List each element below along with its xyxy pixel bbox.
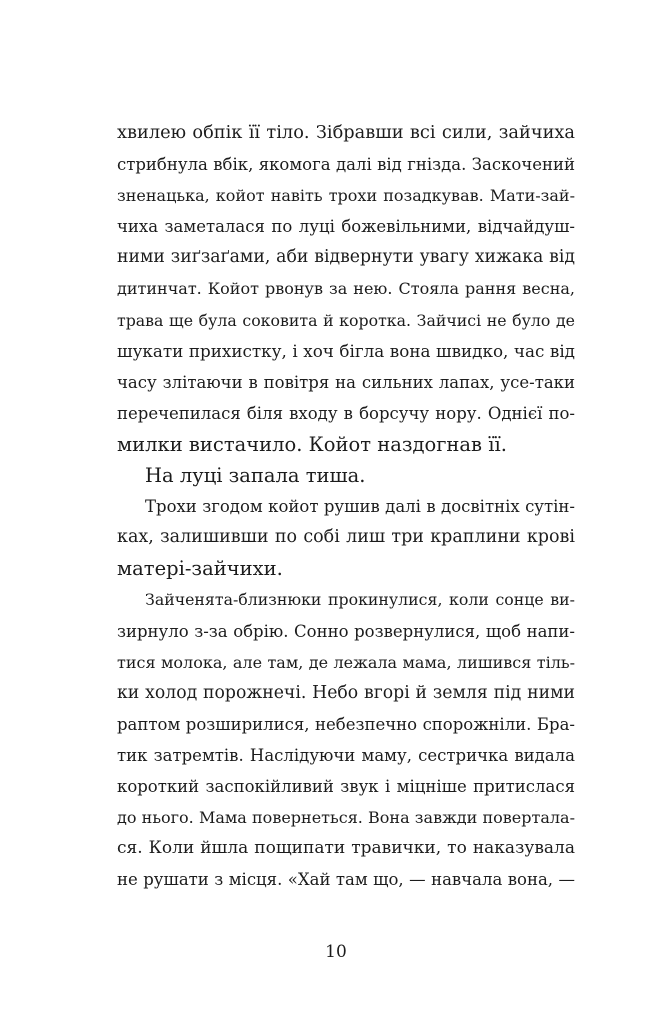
text-line: На луці запала тиша. bbox=[145, 464, 366, 488]
text-line: зирнуло з-за обрію. Сонно розвернулися, щоб напи- bbox=[117, 621, 575, 641]
text-line: ними зиґзаґами, аби відвернути увагу хижака від bbox=[117, 247, 575, 268]
text-line: тик затремтів. Наслідуючи маму, сестричка видала bbox=[117, 745, 575, 765]
text-line: стрибнула вбік, якомога далі від гнізда. Заскочений bbox=[117, 155, 575, 175]
text-line: зненацька, койот навіть трохи позадкував. Мати-зай- bbox=[117, 186, 575, 206]
text-line: ся. Коли йшла пощипати травички, то наказувала bbox=[117, 838, 575, 859]
page-number: 10 bbox=[325, 942, 347, 962]
text-line: Зайченята-близнюки прокинулися, коли сонце ви- bbox=[145, 590, 575, 610]
text-line: перечепилася біля входу в борсучу нору. Однієї по- bbox=[117, 403, 575, 423]
text-line: трава ще була соковита й коротка. Зайчисі не було де bbox=[117, 310, 575, 330]
text-line: шукати прихистку, і хоч бігла вона швидко, час від bbox=[117, 340, 575, 361]
text-line: до нього. Мама повернеться. Вона завжди поверталa- bbox=[117, 808, 575, 828]
text-line: матері-зайчихи. bbox=[117, 557, 283, 581]
text-line: короткий заспокійливий звук і міцніше притислася bbox=[117, 776, 575, 796]
text-line: ки холод порожнечі. Небо вгорі й земля під ними bbox=[117, 682, 575, 703]
body-text bbox=[117, 118, 575, 895]
text-line: хвилею обпік її тіло. Зібравши всі сили, зайчиха bbox=[117, 123, 575, 143]
text-line: дитинчат. Койот рвонув за нею. Стояла рання весна, bbox=[117, 279, 575, 299]
text-line: Трохи згодом койот рушив далі в досвітніх сутін- bbox=[145, 497, 575, 517]
text-line: тися молока, але там, де лежала мама, лишився тіль- bbox=[117, 652, 575, 672]
text-line: часу злітаючи в повітря на сильних лапах, усе-таки bbox=[117, 372, 575, 392]
text-line: раптом розширилися, небезпечно спорожніли. Бра- bbox=[117, 714, 575, 734]
text-line: милки вистачило. Койот наздогнав її. bbox=[117, 432, 507, 456]
text-line: ках, залишивши по собі лиш три краплини крові bbox=[117, 527, 575, 548]
text-line: не рушати з місця. «Хай там що, — навчала вона, — bbox=[117, 870, 575, 890]
text-line: чиха заметалася по луці божевільними, відчайдуш- bbox=[117, 217, 575, 237]
